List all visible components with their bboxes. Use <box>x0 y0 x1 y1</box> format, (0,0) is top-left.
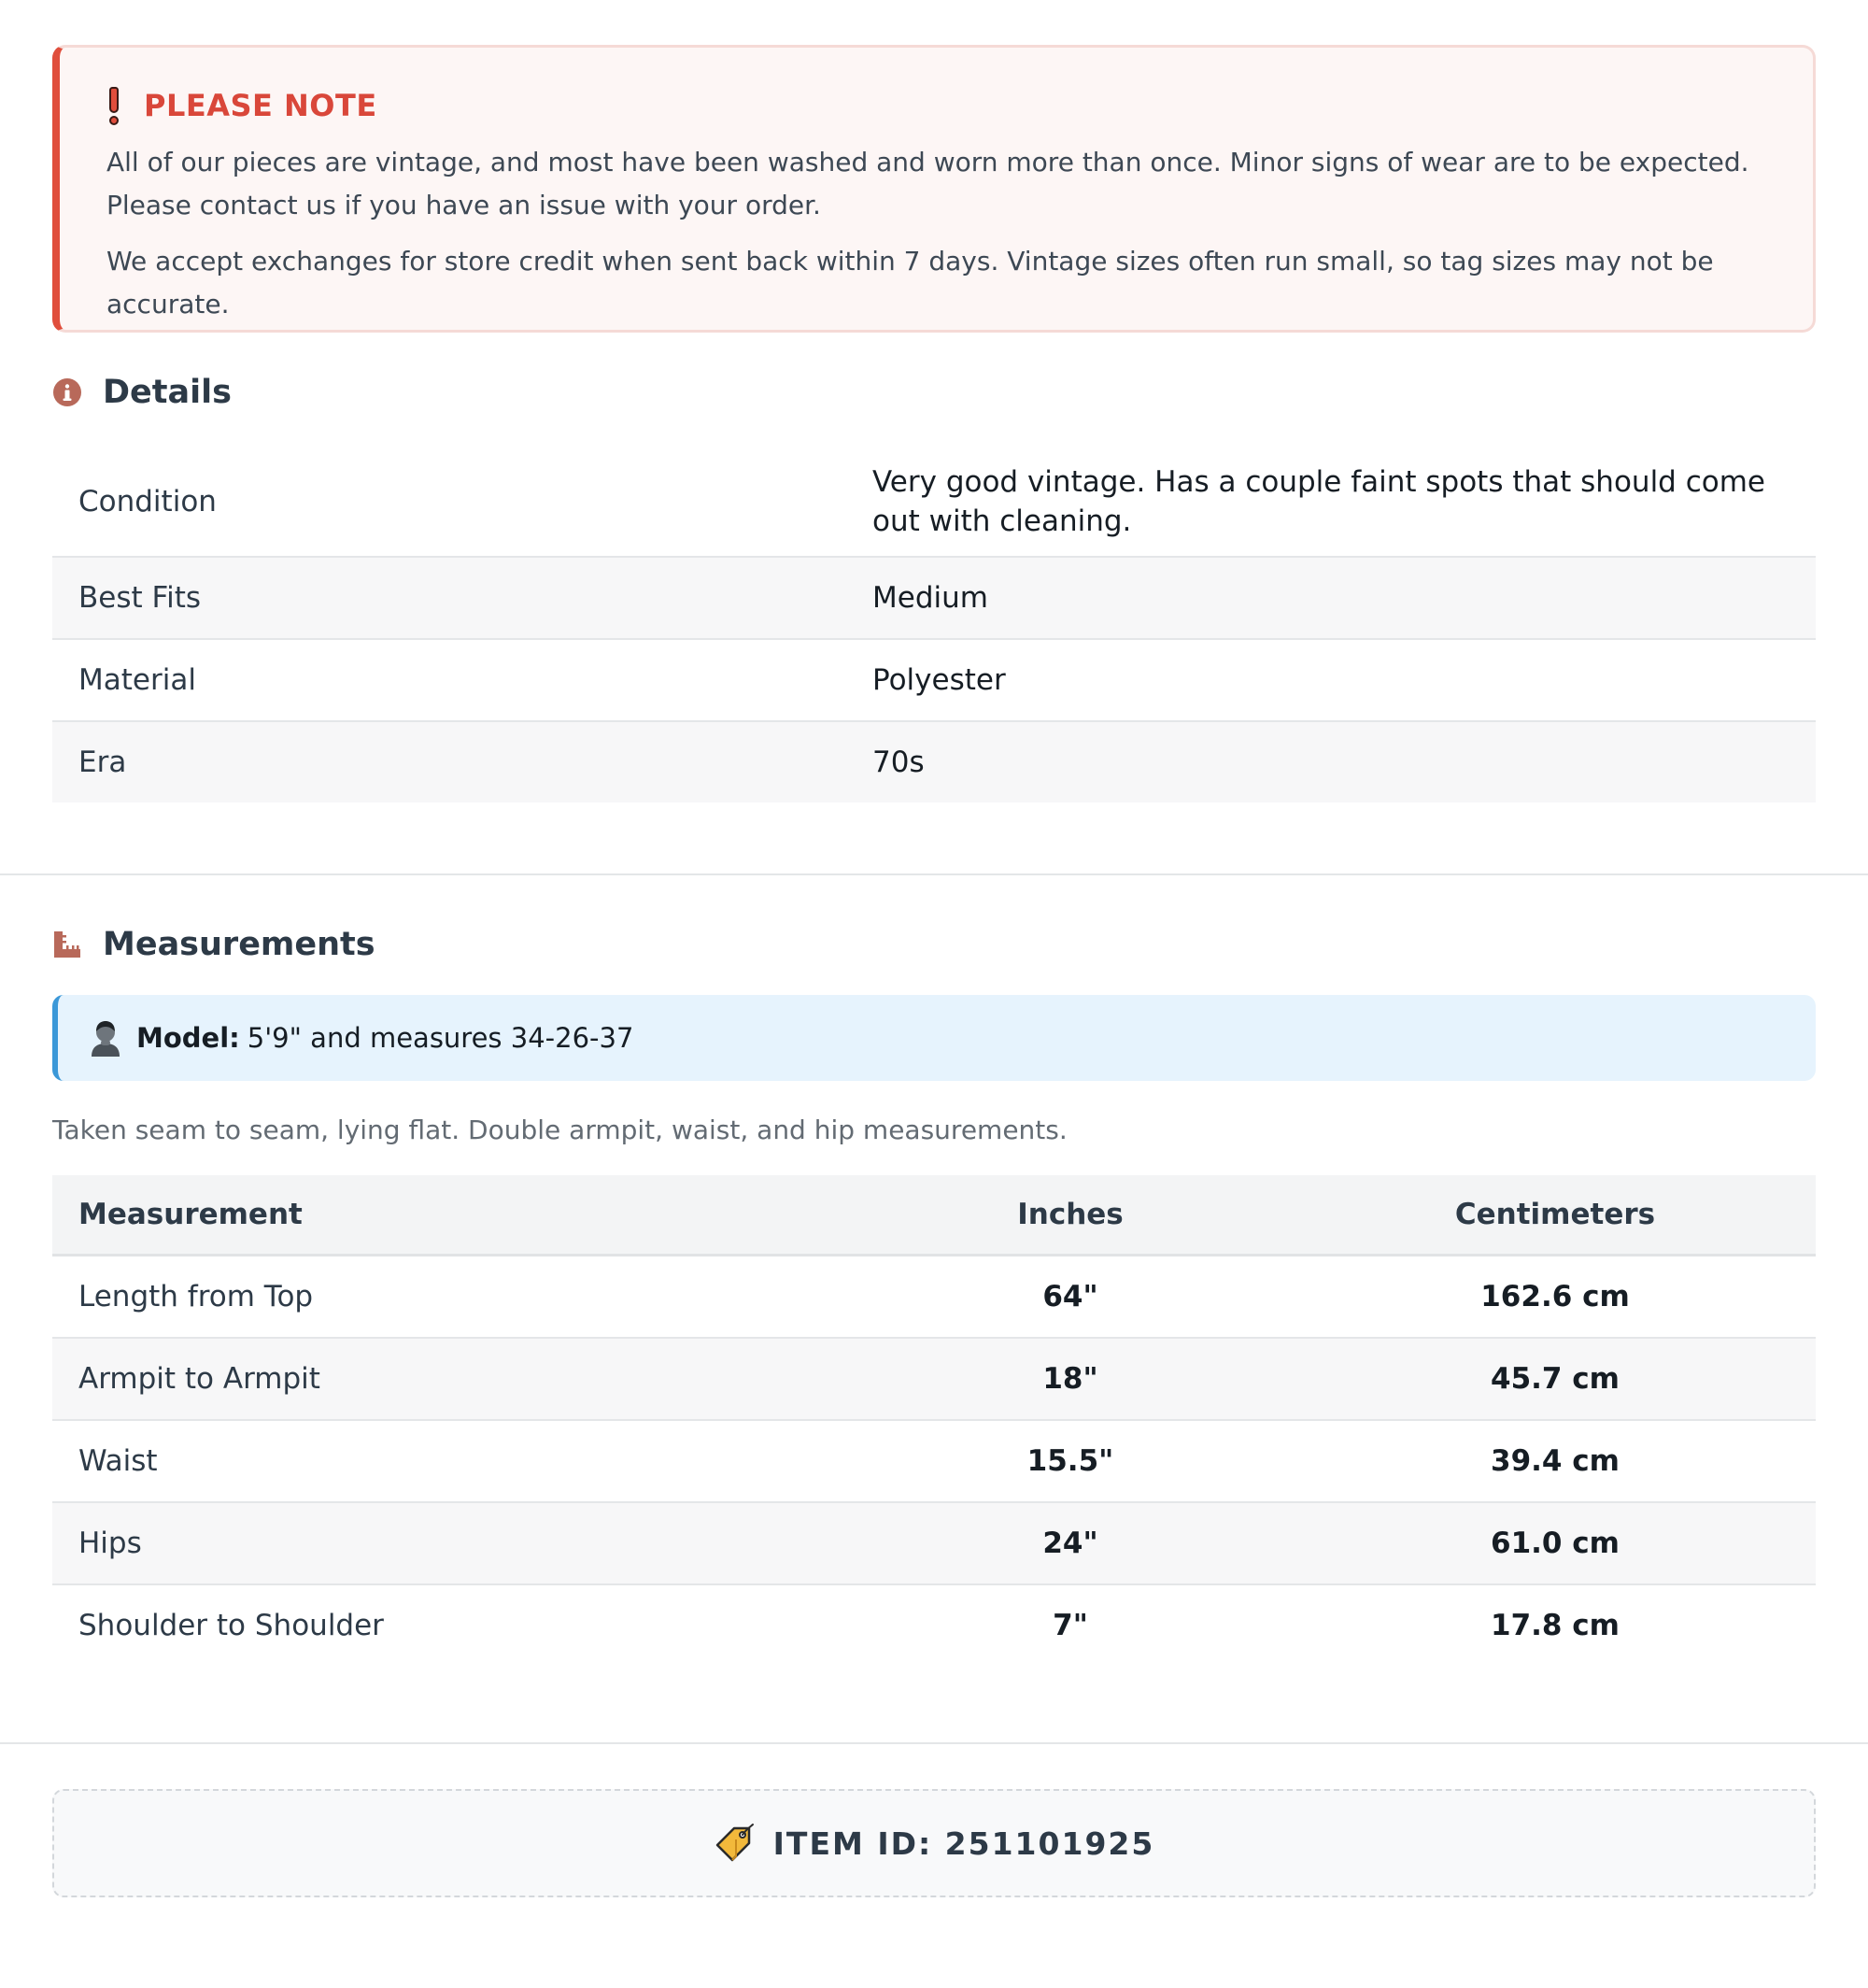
model-label: Model: <box>136 1022 240 1054</box>
section-divider <box>0 1742 1868 1744</box>
please-note-notice <box>52 45 1816 333</box>
info-icon <box>52 377 82 407</box>
details-title: Details <box>103 374 232 411</box>
details-value: Polyester <box>846 639 1816 721</box>
measurement-name: Shoulder to Shoulder <box>78 1609 384 1642</box>
ruler-icon <box>52 930 82 959</box>
measurement-inches: 18" <box>846 1338 1295 1420</box>
section-divider <box>0 873 1868 875</box>
measurements-header-row <box>52 1175 1816 1256</box>
table-row <box>52 1420 1816 1502</box>
details-table <box>52 447 1816 802</box>
column-header-measurement: Measurement <box>52 1175 846 1256</box>
measurement-name: Armpit to Armpit <box>52 1338 846 1420</box>
measurements-table <box>52 1175 1816 1666</box>
notice-title: PLEASE NOTE <box>144 88 377 123</box>
person-icon <box>88 1019 123 1057</box>
measurement-cm: 17.8 cm <box>1491 1609 1620 1642</box>
details-value: Very good vintage. Has a couple faint spots that should come out with cleaning. <box>846 447 1816 557</box>
details-row-material <box>52 639 1816 721</box>
notice-paragraph-2: We accept exchanges for store credit when sent back within 7 days. Vintage sizes often run small, so tag sizes may not be accurate. <box>106 246 1714 320</box>
measurement-inches: 7" <box>1053 1609 1088 1642</box>
measurement-inches: 24" <box>846 1502 1295 1584</box>
measurements-heading <box>52 926 1816 963</box>
measurement-inches: 64" <box>846 1256 1295 1339</box>
item-id-label: ITEM ID: 251101925 <box>772 1825 1155 1862</box>
details-key: Condition <box>52 447 846 557</box>
details-row-best-fits <box>52 557 1816 639</box>
measurement-name: Waist <box>52 1420 846 1502</box>
notice-paragraph-1: All of our pieces are vintage, and most have been washed and worn more than once. Minor signs of wear are to be expected. Please contact us if you have an issue with your order. <box>106 147 1749 220</box>
details-value: 70s <box>846 721 1816 802</box>
measurement-cm: 61.0 cm <box>1295 1502 1816 1584</box>
product-info-page <box>0 45 1868 1988</box>
table-row <box>52 1502 1816 1584</box>
measurements-note: Taken seam to seam, lying flat. Double armpit, waist, and hip measurements. <box>52 1115 1068 1145</box>
details-heading <box>52 374 1816 411</box>
measurement-name: Length from Top <box>52 1256 846 1339</box>
details-key: Best Fits <box>52 557 846 639</box>
details-key: Era <box>52 721 846 802</box>
measurements-title: Measurements <box>103 926 375 963</box>
column-header-inches: Inches <box>846 1175 1295 1256</box>
table-row <box>52 1256 1816 1339</box>
table-row <box>52 1338 1816 1420</box>
notice-title-row <box>106 87 1764 124</box>
column-header-centimeters: Centimeters <box>1295 1175 1816 1256</box>
model-text: 5'9" and measures 34-26-37 <box>247 1022 634 1054</box>
measurement-name: Hips <box>52 1502 846 1584</box>
model-callout <box>52 995 1816 1081</box>
exclamation-icon <box>106 87 121 124</box>
details-value: Medium <box>846 557 1816 639</box>
table-row <box>52 1584 1816 1666</box>
details-key: Material <box>52 639 846 721</box>
details-row-condition <box>52 447 1816 557</box>
measurement-cm: 162.6 cm <box>1295 1256 1816 1339</box>
tag-icon <box>714 1823 755 1864</box>
details-row-era <box>52 721 1816 802</box>
item-id-box <box>52 1789 1816 1897</box>
measurement-cm: 39.4 cm <box>1295 1420 1816 1502</box>
measurement-cm: 45.7 cm <box>1295 1338 1816 1420</box>
measurement-inches: 15.5" <box>846 1420 1295 1502</box>
